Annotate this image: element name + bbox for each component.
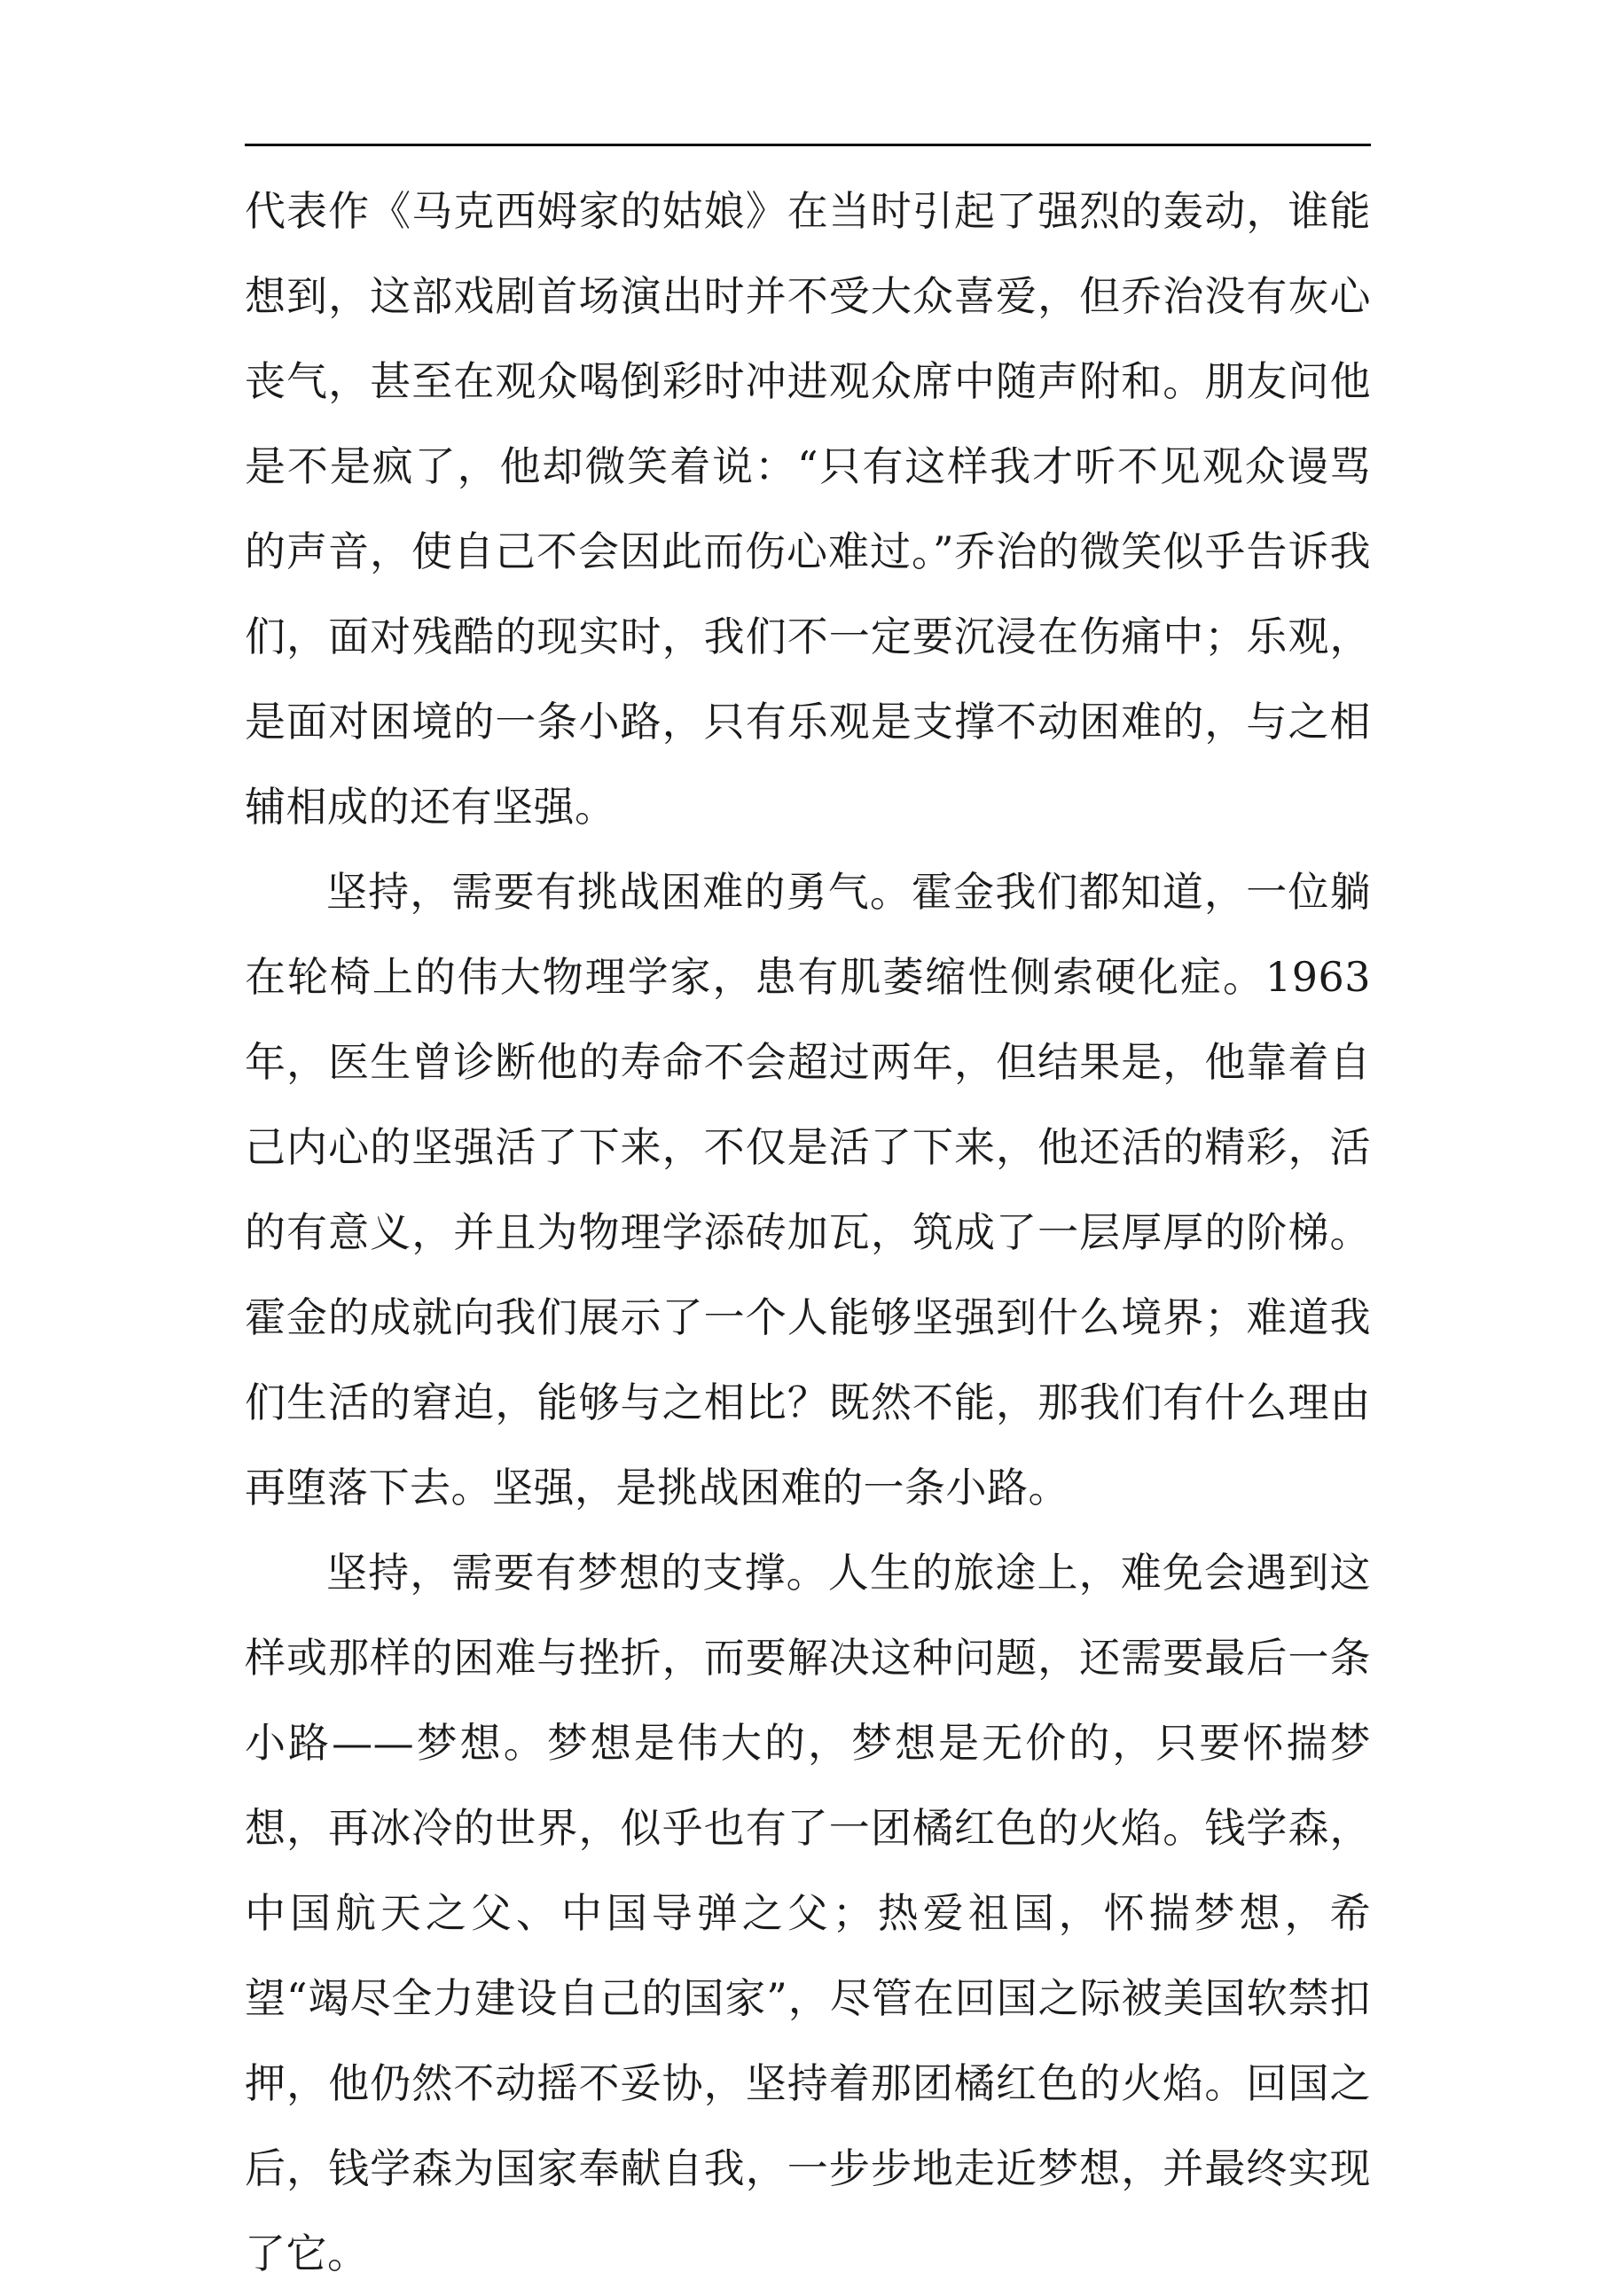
header-rule — [245, 144, 1371, 146]
paragraph-hawking: 坚持，需要有挑战困难的勇气。霍金我们都知道，一位躺在轮椅上的伟大物理学家，患有肌萎缩性侧索硬化症。1963 年，医生曾诊断他的寿命不会超过两年，但结果是，他靠着自己内心的坚强活了下来，不仅是活了下来，他还活的精彩，活的有意义，并且为物理学添砖加瓦，筑成了一层厚厚的阶梯。霍金的成就向我们展示了一个人能够坚强到什么境界；难道我们生活的窘迫，能够与之相比？既然不能，那我们有什么理由再堕落下去。坚强，是挑战困难的一条小路。 — [245, 868, 1371, 1511]
document-body — [245, 168, 1371, 2296]
paragraph-dream: 坚持，需要有梦想的支撑。人生的旅途上，难免会遇到这样或那样的困难与挫折，而要解决这种问题，还需要最后一条小路——梦想。梦想是伟大的，梦想是无价的，只要怀揣梦想，再冰冷的世界，似乎也有了一团橘红色的火焰。钱学森，中国航天之父、中国导弹之父；热爱祖国，怀揣梦想，希望“竭尽全力建设自己的国家”，尽管在回国之际被美国软禁扣押，他仍然不动摇不妥协，坚持着那团橘红色的火焰。回国之后，钱学森为国家奉献自我，一步步地走近梦想，并最终实现了它。 — [245, 1549, 1371, 2277]
paragraph-opening: 代表作《马克西姆家的姑娘》在当时引起了强烈的轰动，谁能想到，这部戏剧首场演出时并不受大众喜爱，但乔治没有灰心丧气，甚至在观众喝倒彩时冲进观众席中随声附和。朋友问他是不是疯了，他却微笑着说：“只有这样我才听不见观众谩骂的声音，使自己不会因此而伤心难过。”乔治的微笑似乎告诉我们，面对残酷的现实时，我们不一定要沉浸在伤痛中；乐观，是面对困境的一条小路，只有乐观是支撑不动困难的，与之相辅相成的还有坚强。 — [245, 187, 1371, 831]
